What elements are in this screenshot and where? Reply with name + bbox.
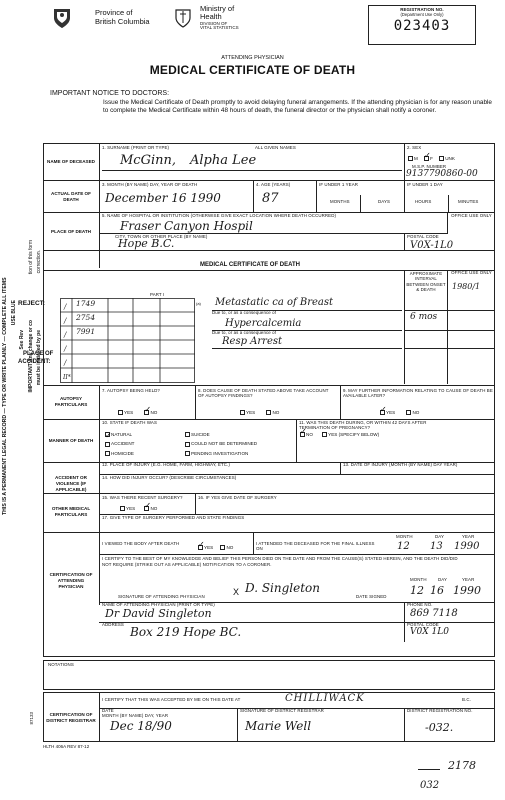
division-line1: DIVISION OF (200, 20, 228, 26)
phone-label: PHONE NO. (407, 602, 433, 607)
physician-signature[interactable]: D. Singleton (245, 581, 321, 595)
postal-code-label: POSTAL CODE (407, 234, 439, 239)
autopsy-q9: 9. MAY FURTHER INFORMATION RELATING TO CAUSE OF DEATH BE AVAILABLE LATER? (343, 388, 493, 398)
accident-label: ACCIDENT (111, 441, 135, 447)
cause-line-c[interactable]: Resp Arrest (222, 336, 283, 347)
registrar-date-sub: MONTH (BY NAME) DAY, YEAR (102, 713, 169, 718)
cause-office-use-label: OFFICE USE ONLY (451, 270, 492, 275)
q8-yes-label: YES (246, 410, 256, 415)
attended-month[interactable]: 12 (397, 541, 410, 552)
sex-label: 2. SEX (407, 145, 422, 150)
manner-q10: 10. STATE IF DEATH WAS (102, 420, 157, 425)
viewed-yes-checkbox[interactable] (198, 545, 203, 550)
registrar-place[interactable]: CHILLIWACK (285, 693, 365, 704)
autopsy-q7: 7. AUTOPSY BEING HELD? (102, 388, 160, 393)
svg-text:/: / (64, 303, 67, 311)
registrar-date-label: DATE (102, 708, 114, 713)
msp-label: M.S.P. NUMBER (412, 164, 447, 169)
natural-label: NATURAL (111, 432, 133, 437)
province-line1: Province of (95, 8, 133, 17)
margin-accident: ACCIDENT: (18, 359, 51, 365)
physician-name[interactable]: Dr David Singleton (105, 607, 212, 620)
viewed-no-label: NO (226, 545, 234, 550)
registrar-bc: B.C. (462, 697, 471, 702)
margin-form-note: tion of this form (28, 240, 34, 275)
registrar-certify: I CERTIFY THAT THIS WAS ACCEPTED BY ME ON THIS DATE AT (102, 697, 241, 702)
cert-postal-value[interactable]: V0X 1L0 (410, 627, 449, 637)
q15-yes-label: YES (126, 506, 136, 511)
viewed-body-label: I VIEWED THE BODY AFTER DEATH (102, 541, 180, 546)
ref-number-2: 032 (420, 780, 440, 791)
form-number: HLTH 406A REV 87-12 (43, 744, 90, 749)
cause-line-b[interactable]: Hypercalcemia (225, 318, 302, 329)
pregnancy-yes-label: YES (SPECIFY BELOW) (328, 432, 380, 437)
ministry-line2: Health (200, 12, 222, 22)
attended-year-label: YEAR (462, 534, 475, 539)
svg-text:/: / (64, 331, 67, 339)
signed-month[interactable]: 12 (410, 584, 424, 597)
reg-no-value: 023403 (393, 18, 451, 35)
province-line2: British Columbia (95, 16, 150, 26)
autopsy-q8: 8. DOES CAUSE OF DEATH STATED ABOVE TAKE ACCOUNT OF AUTOPSY FINDINGS? (198, 388, 329, 398)
months-label: MONTHS (330, 199, 350, 204)
registrar-section-label: CERTIFICATION OF DISTRICT REGISTRAR (46, 712, 96, 723)
bc-crest-icon (50, 7, 74, 29)
margin-place-of: PLACE OF (23, 351, 54, 357)
district-no-value[interactable]: -032. (425, 721, 454, 734)
viewed-yes-label: YES (204, 545, 214, 550)
form-title: MEDICAL CERTIFICATE OF DEATH (149, 63, 356, 77)
margin-reject: REJECT: (18, 300, 46, 307)
signed-year-label: YEAR (462, 577, 475, 582)
cause-line-a[interactable]: Metastatic ca of Breast (215, 297, 334, 308)
signature-label: SIGNATURE OF ATTENDING PHYSICIAN (118, 594, 205, 599)
signed-day[interactable]: 16 (430, 584, 444, 597)
registrar-signature[interactable]: Marie Well (245, 719, 312, 733)
registrar-date[interactable]: Dec 18/90 (110, 719, 172, 733)
notations-label: NOTATIONS (48, 662, 74, 667)
address-value[interactable]: Box 219 Hope BC. (130, 625, 242, 639)
notice-text: Issue the Medical Certificate of Death promptly to avoid delaying funeral arrangements. If the attending physician is for any reason unable to complete the Medical Certificate within 48 hours of death, the funeral director or the physician shall notify a coroner. (103, 99, 492, 115)
days-label: DAYS (378, 199, 391, 204)
signed-day-label: DAY (438, 577, 448, 582)
margin-correction: correction. (36, 250, 42, 274)
manner-section-label: MANNER OF DEATH (48, 438, 94, 444)
under-1-day-label: IF UNDER 1 DAY (407, 182, 443, 187)
msp-value[interactable]: 9137790860-00 (406, 169, 478, 179)
cause-code-1: 1749 (76, 299, 96, 308)
svg-text:/: / (64, 345, 67, 353)
side-number: 87133 (29, 712, 34, 725)
margin-use-blue: USE BLUE (11, 300, 17, 326)
surname-label: 1. SURNAME (PRINT OR TYPE) (102, 145, 170, 150)
physician-name-label: NAME OF ATTENDING PHYSICIAN (PRINT OR TYPE) (102, 602, 215, 607)
sex-m-label: M (414, 156, 418, 161)
q7-no-checkbox[interactable] (144, 410, 149, 415)
svg-text:/: / (64, 359, 67, 367)
surname-value[interactable]: McGinn, (120, 153, 177, 168)
signed-year[interactable]: 1990 (453, 584, 481, 597)
other-q16: 16. IF YES GIVE DATE OF SURGERY (198, 495, 277, 500)
homicide-label: HOMICIDE (111, 450, 134, 456)
main-form (43, 143, 495, 657)
accident-section-label: ACCIDENT OR VIOLENCE (IF APPLICABLE) (55, 475, 87, 492)
given-names-value[interactable]: Alpha Lee (190, 153, 257, 168)
date-of-death-section-label: ACTUAL DATE OF DEATH (51, 190, 91, 202)
sex-unk-label: UNK (445, 156, 455, 161)
division-line2: VITAL STATISTICS (200, 25, 239, 31)
cause-code-3: 7991 (76, 327, 96, 336)
office-use-label: OFFICE USE ONLY (451, 213, 492, 218)
svg-text:II*: II* (63, 374, 71, 381)
part1-label: PART I (150, 292, 165, 297)
minutes-label: MINUTES (458, 199, 479, 204)
sex-f-label: F (430, 156, 433, 161)
undetermined-label: COULD NOT BE DETERMINED (191, 441, 258, 447)
attended-day-label: DAY (435, 534, 445, 539)
notice-heading: IMPORTANT NOTICE TO DOCTORS: (50, 90, 170, 97)
svg-text:/: / (64, 317, 67, 325)
given-names-label: ALL GIVEN NAMES (255, 145, 296, 150)
cert-postal-label: POSTAL CODE (407, 622, 439, 627)
pending-label: PENDING INVESTIGATION (191, 450, 249, 456)
margin-initialled: must be initialled by pe (36, 330, 42, 386)
cause-code-2: 2754 (76, 313, 96, 322)
hours-label: HOURS (415, 199, 432, 204)
ref-number-1: 2178 (448, 759, 476, 772)
due-to-label-2: Due to, or as a consequence of (212, 330, 277, 335)
under-1-year-label: IF UNDER 1 YEAR (319, 182, 358, 187)
q9-yes-label: YES (386, 410, 396, 415)
cause-heading: MEDICAL CERTIFICATE OF DEATH (200, 262, 300, 268)
q7-yes-checkbox[interactable] (118, 410, 123, 415)
undetermined-checkbox[interactable] (185, 442, 190, 447)
accident-q12: 12. PLACE OF INJURY (E.G. HOME, FARM, HIGHWAY, ETC.) (102, 462, 230, 467)
name-section-label: NAME OF DECEASED (47, 159, 95, 165)
attended-label: I ATTENDED THE DECEASED FOR THE FINAL ILLNESS ON (256, 541, 375, 551)
q15-no-label: NO (150, 506, 158, 511)
registration-box (368, 5, 476, 45)
cause-code-grid (60, 298, 195, 383)
attended-month-label: MONTH (396, 534, 413, 539)
postal-code-value[interactable]: V0X-1L0 (410, 240, 454, 251)
date-signed-label: DATE SIGNED (356, 594, 387, 599)
date-of-death-value[interactable]: December 16 1990 (105, 191, 221, 205)
autopsy-section-label: AUTOPSY PARTICULARS (54, 396, 88, 407)
natural-checkbox[interactable] (105, 432, 110, 437)
q8-no-checkbox[interactable] (266, 410, 271, 415)
date-of-death-label: 3. MONTH (BY NAME) DAY, YEAR OF DEATH (102, 182, 198, 187)
due-to-label-1: Due to, or as a consequence of (212, 310, 277, 315)
q8-yes-checkbox[interactable] (240, 410, 245, 415)
q9-no-label: NO (412, 410, 420, 415)
hospital-label: 5. NAME OF HOSPITAL OR INSTITUTION (OTHERWISE GIVE EXACT LOCATION WHERE DEATH OCCURRED) (102, 213, 337, 218)
sex-unk-checkbox[interactable] (439, 156, 444, 161)
q9-yes-checkbox[interactable] (380, 410, 385, 415)
certification-section-label: CERTIFICATION OF ATTENDING PHYSICIAN (49, 572, 93, 589)
pregnancy-yes-checkbox[interactable] (322, 432, 327, 437)
margin-see-rev: See Rev (19, 330, 25, 350)
reg-no-sub: (Department Use Only) (400, 11, 444, 17)
ministry-crest-icon (174, 8, 192, 28)
q7-yes-label: YES (124, 410, 134, 415)
attended-year[interactable]: 1990 (454, 541, 480, 552)
accident-checkbox[interactable] (105, 442, 110, 447)
notations-box (43, 660, 495, 690)
q9-no-checkbox[interactable] (406, 410, 411, 415)
margin-important: IMPORTANT Any change or co (28, 320, 34, 393)
sex-m-checkbox[interactable] (408, 156, 413, 161)
approx-interval-label: APPROXIMATE INTERVAL BETWEEN ONSET & DEATH (406, 271, 446, 292)
signed-month-label: MONTH (410, 577, 427, 582)
certify-statement: I CERTIFY TO THE BEST OF MY KNOWLEDGE AND BELIEF THIS PERSON DIED ON THE DATE AND FROM THE CAUSE(S) STATED HEREIN, AND THE DEATH DID/DID NOT REQUIRE (STRIKE OUT AS APPLICABLE) NOTIFICATION TO A CORONER. (102, 556, 458, 567)
reg-no-label: REGISTRATION NO. (400, 7, 444, 12)
attended-day[interactable]: 13 (430, 541, 443, 552)
phone-value[interactable]: 869 7118 (410, 608, 458, 619)
other-section-label: OTHER MEDICAL PARTICULARS (51, 506, 91, 517)
registrar-sig-label: SIGNATURE OF DISTRICT REGISTRAR (240, 708, 324, 713)
pregnancy-no-checkbox[interactable] (300, 432, 305, 437)
district-no-label: DISTRICT REGISTRATION NO. (407, 708, 473, 713)
age-label: 4. AGE (YEARS) (256, 182, 291, 187)
address-label: ADDRESS (102, 622, 124, 627)
manner-q11: 11. WAS THIS DEATH DURING, OR WITHIN 42 DAYS AFTER TERMINATION OF PREGNANCY? (299, 420, 427, 430)
hospital-value[interactable]: Fraser Canyon Hospil (120, 219, 253, 233)
margin-permanent-record: THIS IS A PERMANENT LEGAL RECORD — TYPE OR WRITE PLAINLY — COMPLETE ALL ITEMS (2, 277, 8, 515)
pregnancy-no-label: NO (306, 432, 313, 437)
accident-q14: 14. HOW DID INJURY OCCUR? (DESCRIBE CIRCUMSTANCES) (102, 475, 237, 480)
q15-no-checkbox[interactable] (144, 506, 149, 511)
suicide-label: SUICIDE (191, 432, 210, 437)
city-label: CITY, TOWN OR OTHER PLACE (BY NAME) (115, 234, 208, 239)
place-of-death-section-label: PLACE OF DEATH (51, 228, 91, 234)
age-value[interactable]: 87 (262, 191, 279, 206)
cause-office-value: 1980/1 (452, 282, 481, 291)
signature-x: X (233, 587, 240, 597)
sex-f-checkbox[interactable] (424, 156, 429, 161)
q15-yes-checkbox[interactable] (120, 506, 125, 511)
suicide-checkbox[interactable] (185, 432, 190, 437)
other-q15: 15. WAS THERE RECENT SURGERY? (102, 495, 183, 500)
q7-no-label: NO (150, 410, 158, 415)
q8-no-label: NO (272, 410, 280, 415)
form-subtitle: ATTENDING PHYSICIAN (221, 55, 284, 61)
viewed-no-checkbox[interactable] (220, 545, 225, 550)
city-value[interactable]: Hope B.C. (118, 237, 175, 250)
homicide-checkbox[interactable] (105, 451, 110, 456)
other-q17: 17. GIVE TYPE OF SURGERY PERFORMED AND STATE FINDINGS (102, 515, 245, 520)
interval-value[interactable]: 6 mos (410, 312, 438, 322)
accident-q13: 13. DATE OF INJURY (MONTH (BY NAME) DAY YEAR) (343, 462, 458, 467)
pending-checkbox[interactable] (185, 451, 190, 456)
ministry-line1: Ministry of (200, 4, 235, 13)
